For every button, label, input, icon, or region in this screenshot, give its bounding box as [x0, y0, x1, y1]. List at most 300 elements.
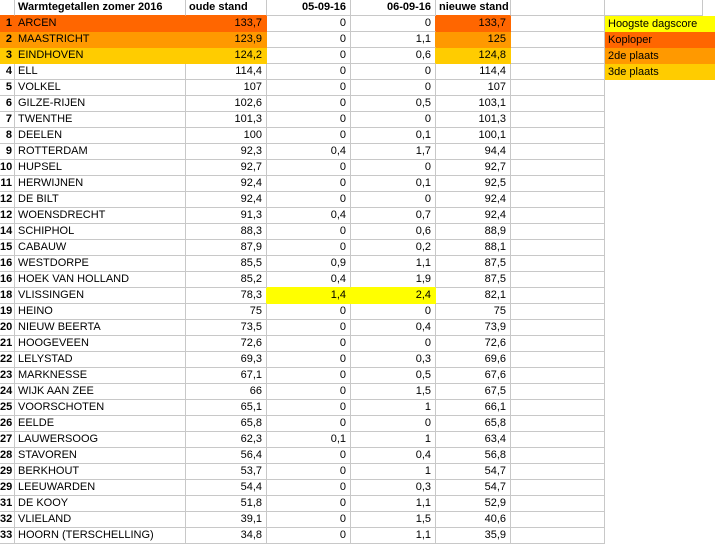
table-row	[0, 192, 715, 208]
station-cell[interactable]: HERWIJNEN	[15, 176, 186, 192]
empty-cell[interactable]	[511, 144, 605, 160]
day2-cell[interactable]: 1	[351, 432, 436, 448]
empty-cell[interactable]	[511, 16, 605, 32]
nieuwe-stand-cell[interactable]: 114,4	[436, 64, 511, 80]
gap-cell[interactable]	[605, 496, 715, 512]
day1-cell[interactable]: 0	[267, 496, 351, 512]
day1-cell[interactable]: 0	[267, 320, 351, 336]
day1-cell[interactable]: 0,4	[267, 272, 351, 288]
day1-cell[interactable]: 0	[267, 48, 351, 64]
nieuwe-stand-cell[interactable]: 92,7	[436, 160, 511, 176]
sheet-title-cell[interactable]: Warmtegetallen zomer 2016	[15, 0, 186, 16]
rank-cell[interactable]: 12	[0, 208, 15, 224]
empty-cell[interactable]	[511, 320, 605, 336]
oude-stand-cell[interactable]: 92,4	[186, 176, 267, 192]
oude-stand-cell[interactable]: 73,5	[186, 320, 267, 336]
table-row	[0, 272, 715, 288]
rank-cell[interactable]: 8	[0, 128, 15, 144]
gap-cell[interactable]	[605, 256, 715, 272]
station-cell[interactable]: VLISSINGEN	[15, 288, 186, 304]
nieuwe-stand-cell[interactable]: 40,6	[436, 512, 511, 528]
station-cell[interactable]: TWENTHE	[15, 112, 186, 128]
day2-cell[interactable]: 0	[351, 336, 436, 352]
empty-cell[interactable]	[511, 272, 605, 288]
day1-cell[interactable]: 0	[267, 368, 351, 384]
gap-cell[interactable]	[605, 480, 715, 496]
gap-cell[interactable]	[605, 96, 715, 112]
rank-cell[interactable]: 31	[0, 496, 15, 512]
oude-stand-cell[interactable]: 92,3	[186, 144, 267, 160]
nieuwe-stand-cell[interactable]: 87,5	[436, 256, 511, 272]
gap-cell[interactable]	[605, 512, 715, 528]
day1-cell[interactable]: 0,1	[267, 432, 351, 448]
empty-cell[interactable]	[511, 192, 605, 208]
empty-cell[interactable]	[511, 160, 605, 176]
oude-stand-cell[interactable]: 69,3	[186, 352, 267, 368]
oude-stand-cell[interactable]: 39,1	[186, 512, 267, 528]
station-cell[interactable]: DE BILT	[15, 192, 186, 208]
oude-stand-cell[interactable]: 75	[186, 304, 267, 320]
day1-cell[interactable]: 0	[267, 80, 351, 96]
station-cell[interactable]: ARCEN	[15, 16, 186, 32]
rank-cell[interactable]: 26	[0, 416, 15, 432]
oude-stand-cell[interactable]: 107	[186, 80, 267, 96]
table-row	[0, 128, 715, 144]
station-cell[interactable]: LAUWERSOOG	[15, 432, 186, 448]
table-row	[0, 224, 715, 240]
table-row	[0, 368, 715, 384]
legend-item[interactable]: 3de plaats	[605, 64, 715, 80]
day2-cell[interactable]: 0	[351, 304, 436, 320]
station-cell[interactable]: MAASTRICHT	[15, 32, 186, 48]
rank-cell[interactable]: 19	[0, 304, 15, 320]
day2-cell[interactable]: 0,7	[351, 208, 436, 224]
day2-cell[interactable]: 0	[351, 192, 436, 208]
nieuwe-stand-cell[interactable]: 54,7	[436, 480, 511, 496]
day2-cell[interactable]: 0	[351, 416, 436, 432]
rank-cell[interactable]: 14	[0, 224, 15, 240]
empty-cell[interactable]	[511, 464, 605, 480]
station-cell[interactable]: WOENSDRECHT	[15, 208, 186, 224]
empty-cell[interactable]	[511, 240, 605, 256]
nieuwe-stand-cell[interactable]: 52,9	[436, 496, 511, 512]
day1-cell[interactable]: 0	[267, 336, 351, 352]
rank-cell[interactable]: 22	[0, 352, 15, 368]
day2-cell[interactable]: 2,4	[351, 288, 436, 304]
day1-cell[interactable]: 0	[267, 16, 351, 32]
station-cell[interactable]: HOEK VAN HOLLAND	[15, 272, 186, 288]
nieuwe-stand-cell[interactable]: 100,1	[436, 128, 511, 144]
station-cell[interactable]: HOORN (TERSCHELLING)	[15, 528, 186, 544]
gap-cell[interactable]	[605, 112, 715, 128]
nieuwe-stand-cell[interactable]: 87,5	[436, 272, 511, 288]
empty-cell[interactable]	[511, 432, 605, 448]
oude-stand-cell[interactable]: 56,4	[186, 448, 267, 464]
empty-cell[interactable]	[511, 448, 605, 464]
header-row	[0, 0, 715, 16]
gap-cell[interactable]	[605, 192, 715, 208]
day2-cell[interactable]: 0,4	[351, 448, 436, 464]
day2-cell[interactable]: 0,3	[351, 352, 436, 368]
empty-cell[interactable]	[511, 0, 605, 16]
nieuwe-stand-cell[interactable]: 133,7	[436, 16, 511, 32]
empty-cell[interactable]	[511, 112, 605, 128]
station-cell[interactable]: VOORSCHOTEN	[15, 400, 186, 416]
day1-cell[interactable]: 0	[267, 448, 351, 464]
nieuwe-stand-cell[interactable]: 56,8	[436, 448, 511, 464]
nieuwe-stand-cell[interactable]: 92,5	[436, 176, 511, 192]
oude-stand-cell[interactable]: 87,9	[186, 240, 267, 256]
nieuwe-stand-cell[interactable]: 92,4	[436, 208, 511, 224]
rank-cell[interactable]: 24	[0, 384, 15, 400]
rank-cell[interactable]: 2	[0, 32, 15, 48]
station-cell[interactable]: MARKNESSE	[15, 368, 186, 384]
nieuwe-stand-cell[interactable]: 69,6	[436, 352, 511, 368]
day1-cell[interactable]: 0	[267, 384, 351, 400]
oude-stand-cell[interactable]: 92,4	[186, 192, 267, 208]
day2-cell[interactable]: 0	[351, 80, 436, 96]
nieuwe-stand-cell[interactable]: 88,1	[436, 240, 511, 256]
gap-cell[interactable]	[605, 432, 715, 448]
station-cell[interactable]: GILZE-RIJEN	[15, 96, 186, 112]
empty-cell[interactable]	[511, 368, 605, 384]
empty-cell[interactable]	[511, 336, 605, 352]
nieuwe-stand-cell[interactable]: 94,4	[436, 144, 511, 160]
rank-cell[interactable]: 9	[0, 144, 15, 160]
nieuwe-stand-cell[interactable]: 73,9	[436, 320, 511, 336]
col-header-day2[interactable]: 06-09-16	[351, 0, 436, 16]
station-cell[interactable]: WESTDORPE	[15, 256, 186, 272]
station-cell[interactable]: VOLKEL	[15, 80, 186, 96]
day1-cell[interactable]: 0	[267, 112, 351, 128]
oude-stand-cell[interactable]: 92,7	[186, 160, 267, 176]
rank-cell[interactable]: 29	[0, 464, 15, 480]
table-row	[0, 480, 715, 496]
rank-cell[interactable]: 15	[0, 240, 15, 256]
gap-cell[interactable]	[605, 224, 715, 240]
rank-cell[interactable]: 29	[0, 480, 15, 496]
rank-cell[interactable]: 20	[0, 320, 15, 336]
rank-cell[interactable]: 3	[0, 48, 15, 64]
day1-cell[interactable]: 0	[267, 352, 351, 368]
day2-cell[interactable]: 0,1	[351, 176, 436, 192]
station-cell[interactable]: EELDE	[15, 416, 186, 432]
station-cell[interactable]: HEINO	[15, 304, 186, 320]
nieuwe-stand-cell[interactable]: 124,8	[436, 48, 511, 64]
station-cell[interactable]: DE KOOY	[15, 496, 186, 512]
gap-cell[interactable]	[605, 288, 715, 304]
gap-cell[interactable]	[605, 464, 715, 480]
gap-cell[interactable]	[605, 144, 715, 160]
oude-stand-cell[interactable]: 102,6	[186, 96, 267, 112]
station-cell[interactable]: HUPSEL	[15, 160, 186, 176]
oude-stand-cell[interactable]: 88,3	[186, 224, 267, 240]
empty-cell[interactable]	[511, 352, 605, 368]
empty-cell[interactable]	[511, 496, 605, 512]
day1-cell[interactable]: 0	[267, 480, 351, 496]
nieuwe-stand-cell[interactable]: 103,1	[436, 96, 511, 112]
station-cell[interactable]: STAVOREN	[15, 448, 186, 464]
gap-cell[interactable]	[605, 336, 715, 352]
rank-cell[interactable]: 6	[0, 96, 15, 112]
empty-cell[interactable]	[511, 128, 605, 144]
day2-cell[interactable]: 1	[351, 464, 436, 480]
oude-stand-cell[interactable]: 91,3	[186, 208, 267, 224]
station-cell[interactable]: SCHIPHOL	[15, 224, 186, 240]
nieuwe-stand-cell[interactable]: 101,3	[436, 112, 511, 128]
empty-cell[interactable]	[511, 176, 605, 192]
oude-stand-cell[interactable]: 66	[186, 384, 267, 400]
nieuwe-stand-cell[interactable]: 82,1	[436, 288, 511, 304]
gap-cell[interactable]	[605, 416, 715, 432]
day1-cell[interactable]: 0	[267, 96, 351, 112]
gap-cell[interactable]	[605, 448, 715, 464]
empty-cell[interactable]	[511, 64, 605, 80]
table-row	[0, 208, 715, 224]
oude-stand-cell[interactable]: 124,2	[186, 48, 267, 64]
table-row	[0, 288, 715, 304]
table-row	[0, 176, 715, 192]
table-row	[0, 528, 715, 544]
gap-cell[interactable]	[605, 320, 715, 336]
gap-cell[interactable]	[605, 80, 715, 96]
table-row	[0, 80, 715, 96]
day1-cell[interactable]: 0	[267, 512, 351, 528]
station-cell[interactable]: VLIELAND	[15, 512, 186, 528]
station-cell[interactable]: ELL	[15, 64, 186, 80]
nieuwe-stand-cell[interactable]: 54,7	[436, 464, 511, 480]
empty-cell[interactable]	[511, 80, 605, 96]
empty-cell[interactable]	[511, 32, 605, 48]
station-cell[interactable]: LELYSTAD	[15, 352, 186, 368]
day2-cell[interactable]: 0,6	[351, 48, 436, 64]
station-cell[interactable]: LEEUWARDEN	[15, 480, 186, 496]
oude-stand-cell[interactable]: 101,3	[186, 112, 267, 128]
nieuwe-stand-cell[interactable]: 66,1	[436, 400, 511, 416]
empty-cell[interactable]	[511, 48, 605, 64]
day1-cell[interactable]: 0	[267, 32, 351, 48]
rank-cell[interactable]: 10	[0, 160, 15, 176]
gap-cell[interactable]	[605, 304, 715, 320]
nieuwe-stand-cell[interactable]: 67,5	[436, 384, 511, 400]
nieuwe-stand-cell[interactable]: 88,9	[436, 224, 511, 240]
empty-cell[interactable]	[511, 224, 605, 240]
table-row	[0, 464, 715, 480]
table-row	[0, 400, 715, 416]
day2-cell[interactable]: 0	[351, 160, 436, 176]
nieuwe-stand-cell[interactable]: 125	[436, 32, 511, 48]
gap-cell[interactable]	[605, 208, 715, 224]
gap-cell[interactable]	[605, 368, 715, 384]
rank-cell[interactable]: 21	[0, 336, 15, 352]
day1-cell[interactable]: 0	[267, 128, 351, 144]
empty-cell[interactable]	[511, 528, 605, 544]
day1-cell[interactable]: 0	[267, 240, 351, 256]
table-row	[0, 96, 715, 112]
oude-stand-cell[interactable]: 114,4	[186, 64, 267, 80]
day2-cell[interactable]: 1,1	[351, 528, 436, 544]
day2-cell[interactable]: 1,5	[351, 512, 436, 528]
day1-cell[interactable]: 0	[267, 400, 351, 416]
day2-cell[interactable]: 0,2	[351, 240, 436, 256]
gap-cell[interactable]	[605, 528, 715, 544]
legend	[605, 16, 715, 80]
nieuwe-stand-cell[interactable]: 65,8	[436, 416, 511, 432]
table-row	[0, 240, 715, 256]
table-row	[0, 256, 715, 272]
nieuwe-stand-cell[interactable]: 72,6	[436, 336, 511, 352]
gap-cell[interactable]	[605, 400, 715, 416]
day2-cell[interactable]: 0	[351, 64, 436, 80]
station-cell[interactable]: DEELEN	[15, 128, 186, 144]
nieuwe-stand-cell[interactable]: 75	[436, 304, 511, 320]
oude-stand-cell[interactable]: 123,9	[186, 32, 267, 48]
day2-cell[interactable]: 1,9	[351, 272, 436, 288]
day1-cell[interactable]: 0	[267, 64, 351, 80]
day2-cell[interactable]: 0	[351, 16, 436, 32]
rank-cell[interactable]: 12	[0, 192, 15, 208]
legend-item[interactable]: Hoogste dagscore	[605, 16, 715, 32]
rank-cell[interactable]: 1	[0, 16, 15, 32]
day2-cell[interactable]: 0,4	[351, 320, 436, 336]
rank-cell[interactable]: 18	[0, 288, 15, 304]
rank-cell[interactable]: 32	[0, 512, 15, 528]
station-cell[interactable]: BERKHOUT	[15, 464, 186, 480]
gap-cell[interactable]	[605, 160, 715, 176]
empty-cell[interactable]	[511, 480, 605, 496]
nieuwe-stand-cell[interactable]: 107	[436, 80, 511, 96]
day1-cell[interactable]: 0	[267, 464, 351, 480]
rank-cell[interactable]: 23	[0, 368, 15, 384]
oude-stand-cell[interactable]: 65,8	[186, 416, 267, 432]
oude-stand-cell[interactable]: 133,7	[186, 16, 267, 32]
day1-cell[interactable]: 0	[267, 176, 351, 192]
nieuwe-stand-cell[interactable]: 63,4	[436, 432, 511, 448]
corner-header-cell[interactable]	[0, 0, 15, 16]
station-cell[interactable]: WIJK AAN ZEE	[15, 384, 186, 400]
station-cell[interactable]: NIEUW BEERTA	[15, 320, 186, 336]
table-row	[0, 448, 715, 464]
day2-cell[interactable]: 1,1	[351, 32, 436, 48]
day2-cell[interactable]: 0,1	[351, 128, 436, 144]
rank-cell[interactable]: 33	[0, 528, 15, 544]
rank-cell[interactable]: 11	[0, 176, 15, 192]
nieuwe-stand-cell[interactable]: 35,9	[436, 528, 511, 544]
rows-container	[0, 16, 715, 544]
station-cell[interactable]: EINDHOVEN	[15, 48, 186, 64]
day1-cell[interactable]: 0	[267, 224, 351, 240]
empty-cell[interactable]	[511, 400, 605, 416]
day1-cell[interactable]: 0,4	[267, 208, 351, 224]
rank-cell[interactable]: 27	[0, 432, 15, 448]
empty-cell[interactable]	[511, 512, 605, 528]
table-row	[0, 384, 715, 400]
day1-cell[interactable]: 0,4	[267, 144, 351, 160]
day1-cell[interactable]: 0	[267, 416, 351, 432]
station-cell[interactable]: ROTTERDAM	[15, 144, 186, 160]
table-row	[0, 512, 715, 528]
legend-item[interactable]: 2de plaats	[605, 48, 715, 64]
gap-cell[interactable]	[605, 352, 715, 368]
day1-cell[interactable]: 0	[267, 528, 351, 544]
col-header-nieuwe-stand[interactable]: nieuwe stand	[436, 0, 511, 16]
empty-cell[interactable]	[511, 384, 605, 400]
day2-cell[interactable]: 0,6	[351, 224, 436, 240]
oude-stand-cell[interactable]: 34,8	[186, 528, 267, 544]
day2-cell[interactable]: 1,1	[351, 496, 436, 512]
gap-cell	[605, 0, 715, 16]
table-row	[0, 416, 715, 432]
rank-cell[interactable]: 7	[0, 112, 15, 128]
gap-cell[interactable]	[605, 128, 715, 144]
station-cell[interactable]: HOOGEVEEN	[15, 336, 186, 352]
day1-cell[interactable]: 0	[267, 160, 351, 176]
table-row	[0, 336, 715, 352]
oude-stand-cell[interactable]: 67,1	[186, 368, 267, 384]
table-row	[0, 320, 715, 336]
day2-cell[interactable]: 0	[351, 112, 436, 128]
nieuwe-stand-cell[interactable]: 67,6	[436, 368, 511, 384]
oude-stand-cell[interactable]: 54,4	[186, 480, 267, 496]
oude-stand-cell[interactable]: 85,5	[186, 256, 267, 272]
gap-cell[interactable]	[605, 240, 715, 256]
oude-stand-cell[interactable]: 100	[186, 128, 267, 144]
empty-cell[interactable]	[511, 96, 605, 112]
oude-stand-cell[interactable]: 62,3	[186, 432, 267, 448]
empty-cell[interactable]	[511, 256, 605, 272]
rank-cell[interactable]: 25	[0, 400, 15, 416]
station-cell[interactable]: CABAUW	[15, 240, 186, 256]
legend-item[interactable]: Koploper	[605, 32, 715, 48]
oude-stand-cell[interactable]: 51,8	[186, 496, 267, 512]
legend-header-cell[interactable]	[605, 0, 703, 16]
oude-stand-cell[interactable]: 72,6	[186, 336, 267, 352]
empty-cell[interactable]	[511, 416, 605, 432]
col-header-day1[interactable]: 05-09-16	[267, 0, 351, 16]
day2-cell[interactable]: 0,5	[351, 96, 436, 112]
oude-stand-cell[interactable]: 65,1	[186, 400, 267, 416]
rank-cell[interactable]: 4	[0, 64, 15, 80]
day2-cell[interactable]: 1	[351, 400, 436, 416]
empty-cell[interactable]	[511, 288, 605, 304]
empty-cell[interactable]	[511, 208, 605, 224]
day2-cell[interactable]: 1,1	[351, 256, 436, 272]
rank-cell[interactable]: 16	[0, 272, 15, 288]
gap-cell[interactable]	[605, 384, 715, 400]
table-row	[0, 432, 715, 448]
table-row	[0, 160, 715, 176]
rank-cell[interactable]: 16	[0, 256, 15, 272]
day2-cell[interactable]: 0,3	[351, 480, 436, 496]
empty-cell[interactable]	[511, 304, 605, 320]
nieuwe-stand-cell[interactable]: 92,4	[436, 192, 511, 208]
day1-cell[interactable]: 1,4	[267, 288, 351, 304]
day1-cell[interactable]: 0	[267, 192, 351, 208]
oude-stand-cell[interactable]: 78,3	[186, 288, 267, 304]
col-header-oude-stand[interactable]: oude stand	[186, 0, 267, 16]
day2-cell[interactable]: 1,5	[351, 384, 436, 400]
day1-cell[interactable]: 0	[267, 304, 351, 320]
oude-stand-cell[interactable]: 85,2	[186, 272, 267, 288]
day2-cell[interactable]: 0,5	[351, 368, 436, 384]
rank-cell[interactable]: 5	[0, 80, 15, 96]
gap-cell[interactable]	[605, 272, 715, 288]
day2-cell[interactable]: 1,7	[351, 144, 436, 160]
day1-cell[interactable]: 0,9	[267, 256, 351, 272]
rank-cell[interactable]: 28	[0, 448, 15, 464]
oude-stand-cell[interactable]: 53,7	[186, 464, 267, 480]
gap-cell[interactable]	[605, 176, 715, 192]
